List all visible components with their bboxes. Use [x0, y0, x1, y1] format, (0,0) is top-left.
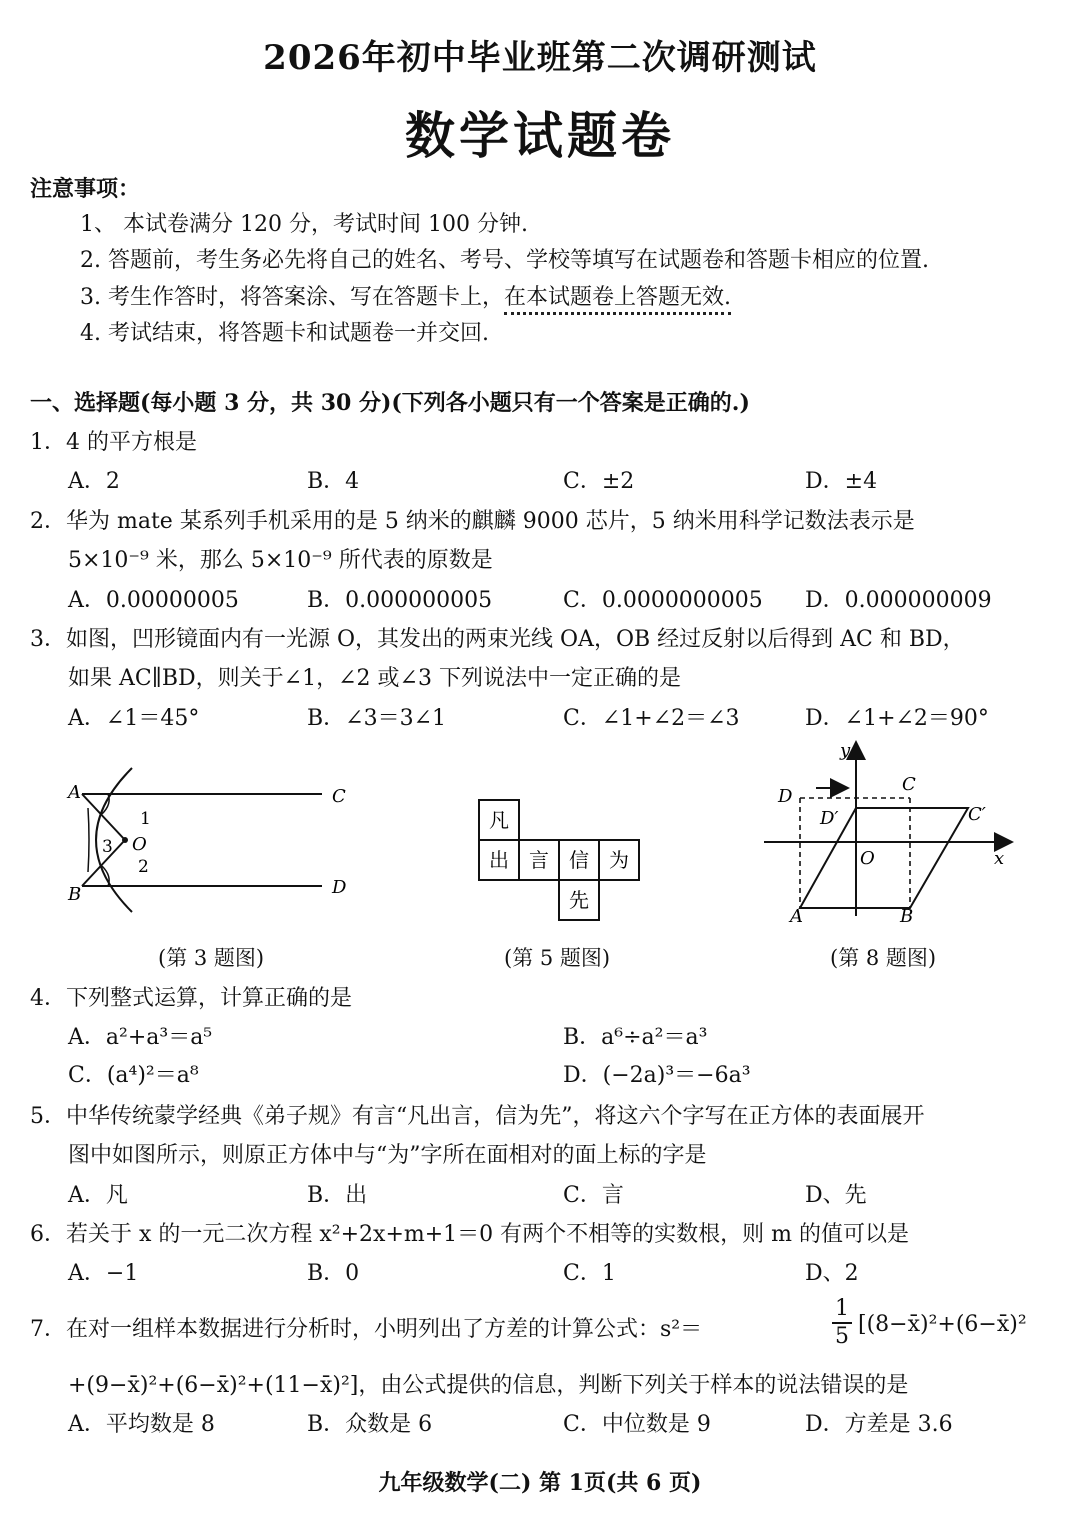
q5-option-c: C．言	[563, 1183, 624, 1208]
q5-stem-line1: 5．中华传统蒙学经典《弟子规》有言“凡出言，信为先”，将这六个字写在正方体的表面展开	[30, 1104, 925, 1129]
q4-option-d: D．(−2a)³＝−6a³	[563, 1063, 751, 1088]
point-o	[122, 837, 128, 843]
angle-3-arc	[88, 808, 89, 872]
section-heading: 一、选择题(每小题 3 分，共 30 分)(下列各小题只有一个答案是正确的.)	[30, 390, 750, 416]
figure-5-cube-net	[475, 796, 645, 924]
cell-yan: 言	[529, 848, 549, 872]
q2-option-a: A．0.00000005	[68, 588, 239, 613]
label-x: x	[994, 848, 1005, 869]
label-c: C	[332, 786, 346, 807]
label-d: D	[332, 877, 347, 898]
q5-option-a: A．凡	[68, 1183, 128, 1208]
label-3: 3	[102, 837, 113, 857]
q4-option-c: C．(a⁴)²＝a⁸	[68, 1063, 199, 1088]
label-d: D	[778, 786, 793, 807]
figure-3-mirror-diagram	[60, 760, 370, 920]
q4-option-b: B．a⁶÷a²＝a³	[563, 1025, 708, 1050]
cell-xian: 先	[569, 888, 589, 912]
cell-wei: 为	[609, 848, 629, 872]
q6-option-d: D、2	[805, 1261, 859, 1286]
q7-option-c: C．中位数是 9	[563, 1412, 711, 1437]
notice-item-1: 1、 本试卷满分 120 分，考试时间 100 分钟.	[80, 212, 528, 237]
figure-5-caption: (第 5 题图)	[504, 946, 611, 970]
label-a: A	[68, 782, 81, 803]
q3-option-a: A．∠1＝45°	[68, 706, 200, 731]
q4-stem: 4．下列整式运算，计算正确的是	[30, 986, 352, 1011]
q4-option-a: A．a²+a³＝a⁵	[68, 1025, 213, 1050]
exam-title: 2026年初中毕业班第二次调研测试	[263, 38, 817, 78]
q6-stem: 6．若关于 x 的一元二次方程 x²+2x+m+1＝0 有两个不相等的实数根，则 m 的值可以是	[30, 1222, 910, 1247]
q6-option-c: C．1	[563, 1261, 616, 1286]
cell-fan: 凡	[489, 808, 509, 832]
q7-fraction-denominator: 5	[835, 1324, 849, 1349]
q5-stem-line2: 图中如图所示，则原正方体中与“为”字所在面相对的面上标的字是	[68, 1143, 707, 1168]
q1-stem: 1．4 的平方根是	[30, 430, 197, 455]
label-y: y	[840, 740, 851, 761]
notice-heading: 注意事项：	[30, 176, 141, 202]
figure-8-coordinate-diagram	[760, 736, 1020, 932]
label-o: O	[132, 834, 147, 855]
q1-option-b: B．4	[307, 469, 360, 494]
label-1: 1	[140, 809, 151, 829]
q5-option-d: D、先	[805, 1183, 867, 1208]
exam-subtitle: 数学试题卷	[405, 106, 675, 165]
notice-item-3	[80, 280, 731, 311]
q3-option-b: B．∠3＝3∠1	[307, 706, 447, 731]
q6-option-a: A．−1	[68, 1261, 139, 1286]
q7-option-d: D．方差是 3.6	[805, 1412, 953, 1437]
q7-stem-line2: +(9−x̄)²+(6−x̄)²+(11−x̄)²]，由公式提供的信息，判断下列关于样本的说法错误的是	[68, 1373, 909, 1398]
q3-option-c: C．∠1+∠2＝∠3	[563, 706, 740, 731]
notice-item-4: 4. 考试结束，将答题卡和试题卷一并交回.	[80, 321, 489, 346]
q3-stem-line2: 如果 AC∥BD，则关于∠1，∠2 或∠3 下列说法中一定正确的是	[68, 666, 681, 691]
q7-stem-line1-tail: [(8−x̄)²+(6−x̄)²	[858, 1312, 1027, 1337]
notice-item-2: 2. 答题前，考生务必先将自己的姓名、考号、学校等填写在试题卷和答题卡相应的位置.	[80, 248, 929, 273]
q3-stem-line1: 3．如图，凹形镜面内有一光源 O，其发出的两束光线 OA，OB 经过反射以后得到 AC 和 BD，	[30, 627, 965, 652]
q2-option-c: C．0.0000000005	[563, 588, 763, 613]
q1-option-c: C．±2	[563, 469, 635, 494]
q2-option-d: D．0.000000009	[805, 588, 992, 613]
label-c: C	[902, 774, 916, 795]
q7-stem-line1: 7．在对一组样本数据进行分析时，小明列出了方差的计算公式：s²＝	[30, 1317, 703, 1342]
q7-option-a: A．平均数是 8	[68, 1412, 215, 1437]
label-c-prime: C′	[968, 804, 986, 825]
q3-option-d: D．∠1+∠2＝90°	[805, 706, 989, 731]
notice-item-3-emphasis: 在本试题卷上答题无效.	[504, 285, 731, 315]
page-footer: 九年级数学(二) 第 1页(共 6 页)	[378, 1470, 702, 1496]
q1-option-d: D．±4	[805, 469, 878, 494]
cell-xin: 信	[569, 848, 589, 872]
label-origin: O	[860, 848, 875, 869]
q6-option-b: B．0	[307, 1261, 360, 1286]
notice-item-3-text: 3. 考生作答时，将答案涂、写在答题卡上，	[80, 285, 504, 310]
q7-fraction	[832, 1296, 852, 1350]
q1-option-a: A．2	[68, 469, 120, 494]
q2-stem-line2: 5×10⁻⁹ 米，那么 5×10⁻⁹ 所代表的原数是	[68, 548, 493, 573]
q7-fraction-numerator: 1	[832, 1296, 852, 1324]
figure-3-caption: (第 3 题图)	[158, 946, 265, 970]
cell-chu: 出	[489, 848, 509, 872]
label-b: B	[68, 884, 82, 905]
q2-stem-line1: 2．华为 mate 某系列手机采用的是 5 纳米的麒麟 9000 芯片，5 纳米用科学记数法表示是	[30, 509, 915, 534]
q7-option-b: B．众数是 6	[307, 1412, 433, 1437]
label-a: A	[790, 906, 803, 927]
label-b: B	[900, 906, 914, 927]
label-2: 2	[138, 857, 149, 877]
q5-option-b: B．出	[307, 1183, 368, 1208]
figure-8-caption: (第 8 题图)	[830, 946, 937, 970]
q2-option-b: B．0.000000005	[307, 588, 493, 613]
label-d-prime: D′	[820, 808, 839, 829]
